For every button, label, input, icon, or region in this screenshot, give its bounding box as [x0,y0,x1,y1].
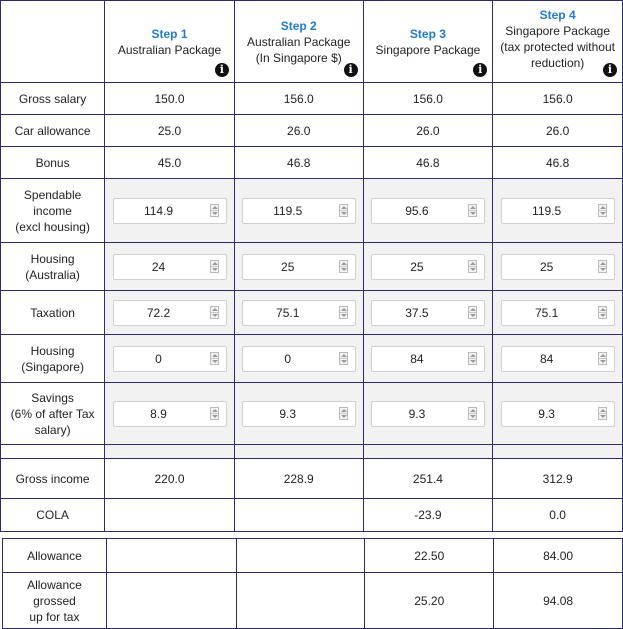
value-cell: 25.0 [105,115,235,147]
value-cell [106,573,236,629]
label-line: Housing [30,343,75,358]
spinner-arrows-icon[interactable] [468,352,477,365]
input-cell [493,243,623,291]
row-spendable-income [1,179,623,243]
spinner-arrows-icon[interactable] [598,260,607,273]
label-line: Savings [31,390,74,405]
label-line: Allowance [27,577,82,592]
row-car-allowance [1,115,623,147]
spinner-arrows-icon[interactable] [210,306,219,319]
allowance-table [2,538,623,629]
spacer-cell [493,445,623,459]
value-cell: 312.9 [493,459,623,499]
spinner-arrows-icon[interactable] [598,352,607,365]
info-icon[interactable]: i [215,63,229,77]
label-line: income [33,203,72,218]
input-cell [363,383,493,445]
value-cell: 220.0 [105,459,235,499]
savings-stepper[interactable] [242,401,356,427]
input-cell [493,383,623,445]
spacer-row [1,445,623,459]
header-step-3 [363,1,493,83]
label-line: (Australia) [25,267,80,282]
stepper-value[interactable]: 114.9 [143,203,174,218]
stepper-value[interactable]: 24 [151,259,166,274]
label-line: up for tax [29,609,80,624]
taxation-stepper[interactable] [242,300,356,326]
housing-singapore-stepper[interactable] [371,346,485,372]
spacer-cell [105,445,235,459]
spinner-arrows-icon[interactable] [468,204,477,217]
row-label [1,243,105,291]
spacer-cell [363,445,493,459]
info-icon[interactable]: i [344,63,358,77]
spinner-arrows-icon[interactable] [468,306,477,319]
spinner-arrows-icon[interactable] [598,407,607,420]
value-cell: 26.0 [493,115,623,147]
taxation-stepper[interactable] [113,300,227,326]
stepper-value[interactable]: 119.5 [532,203,562,218]
spinner-arrows-icon[interactable] [339,306,348,319]
header-step-1 [105,1,235,83]
header-step-2 [234,1,363,83]
savings-stepper[interactable] [371,401,485,427]
stepper-value[interactable]: 95.6 [405,203,429,218]
input-cell [105,383,235,445]
housing-singapore-stepper[interactable] [242,346,356,372]
value-cell: 22.50 [365,539,494,573]
step-number: Step 1 [151,26,188,41]
input-cell [234,383,363,445]
label-line: (excl housing) [15,219,90,234]
spinner-arrows-icon[interactable] [339,260,348,273]
stepper-value[interactable]: 119.5 [273,203,303,218]
value-cell: 0.0 [493,499,623,532]
value-cell: 46.8 [234,147,363,179]
stepper-value[interactable]: 9.3 [408,406,426,421]
value-cell [105,499,235,532]
step-subtitle: (In Singapore $) [255,50,342,65]
housing-australia-stepper[interactable] [501,254,615,280]
value-cell: 228.9 [234,459,363,499]
step-title: Singapore Package [375,42,481,57]
row-label: Gross income [1,459,105,499]
step-title: Australian Package [117,42,222,57]
input-cell [493,179,623,243]
value-cell [236,539,365,573]
info-icon[interactable]: i [603,63,617,77]
input-cell [234,291,363,335]
row-housing-australia [1,243,623,291]
stepper-value[interactable]: 0 [284,351,292,366]
label-line: grossed [33,593,76,608]
value-cell: 156.0 [363,83,493,115]
row-label: Allowance [3,539,107,573]
input-cell [234,179,363,243]
input-cell [105,179,235,243]
label-line: Housing [30,251,75,266]
spinner-arrows-icon[interactable] [339,352,348,365]
stepper-value[interactable]: 75.1 [276,305,300,320]
value-cell: 46.8 [363,147,493,179]
spinner-arrows-icon[interactable] [210,407,219,420]
value-cell: 26.0 [234,115,363,147]
spinner-arrows-icon[interactable] [210,260,219,273]
spendable-income-stepper[interactable] [113,198,227,224]
input-cell [363,243,493,291]
spinner-arrows-icon[interactable] [210,204,219,217]
row-label [3,573,107,629]
value-cell: 26.0 [363,115,493,147]
input-cell [234,243,363,291]
stepper-value[interactable]: 72.2 [146,305,171,320]
housing-singapore-stepper[interactable] [113,346,227,372]
stepper-value[interactable]: 75.1 [534,305,559,320]
savings-stepper[interactable] [113,401,227,427]
housing-singapore-stepper[interactable] [501,346,615,372]
step-number: Step 4 [539,7,576,22]
spendable-income-stepper[interactable] [371,198,485,224]
row-gross-salary [1,83,623,115]
input-cell [493,335,623,383]
stepper-value[interactable]: 25 [539,259,554,274]
row-cola [1,499,623,532]
step-number: Step 2 [280,18,317,33]
housing-australia-stepper[interactable] [242,254,356,280]
value-cell: 150.0 [105,83,235,115]
housing-australia-stepper[interactable] [371,254,485,280]
input-cell [363,179,493,243]
header-step-4 [493,1,623,83]
row-label [1,335,105,383]
spinner-arrows-icon[interactable] [210,352,219,365]
value-cell: -23.9 [363,499,493,532]
step-number: Step 3 [409,26,446,41]
label-line: Spendable [23,187,82,202]
stepper-value[interactable]: 25 [410,259,424,274]
row-label [1,179,105,243]
spinner-arrows-icon[interactable] [339,407,348,420]
row-gross-income [1,459,623,499]
input-cell [363,335,493,383]
row-label: Gross salary [1,83,105,115]
taxation-stepper[interactable] [371,300,485,326]
spacer-cell [1,445,105,459]
label-line: (Singapore) [21,359,84,374]
input-cell [363,291,493,335]
spinner-arrows-icon[interactable] [598,306,607,319]
spinner-arrows-icon[interactable] [339,204,348,217]
row-allowance-grossed [3,573,623,629]
spacer-cell [234,445,363,459]
label-line: (6% of after Tax [10,406,95,421]
row-label [1,383,105,445]
value-cell [106,539,236,573]
spinner-arrows-icon[interactable] [468,407,477,420]
step-subtitle: (tax protected without reduction) [500,39,615,70]
spinner-arrows-icon[interactable] [598,204,607,217]
value-cell: 25.20 [365,573,494,629]
value-cell: 156.0 [234,83,363,115]
value-cell: 156.0 [493,83,623,115]
spendable-income-stepper[interactable] [242,198,356,224]
value-cell [236,573,365,629]
value-cell: 84.00 [494,539,623,573]
row-savings [1,383,623,445]
row-allowance [3,539,623,573]
spendable-income-stepper[interactable] [501,198,615,224]
step-title: Singapore Package [505,23,610,38]
stepper-value[interactable]: 9.3 [279,406,297,421]
row-label: COLA [1,499,105,532]
stepper-value[interactable]: 9.3 [538,406,555,421]
stepper-value[interactable]: 84 [539,351,554,366]
stepper-value[interactable]: 0 [155,351,162,366]
value-cell: 46.8 [493,147,623,179]
housing-australia-stepper[interactable] [113,254,227,280]
row-housing-singapore [1,335,623,383]
input-cell [105,335,235,383]
stepper-value[interactable]: 25 [281,259,295,274]
stepper-value[interactable]: 8.9 [150,406,167,421]
row-bonus [1,147,623,179]
step-title: Australian Package [247,34,351,49]
stepper-value[interactable]: 84 [410,351,424,366]
header-row [1,1,623,83]
row-label: Bonus [1,147,105,179]
spinner-arrows-icon[interactable] [468,260,477,273]
header-corner [1,1,105,83]
row-taxation [1,291,623,335]
savings-stepper[interactable] [501,401,615,427]
info-icon[interactable]: i [473,63,487,77]
row-label: Car allowance [1,115,105,147]
input-cell [234,335,363,383]
value-cell: 45.0 [105,147,235,179]
value-cell: 94.08 [494,573,623,629]
value-cell: 251.4 [363,459,493,499]
input-cell [493,291,623,335]
row-label: Taxation [1,291,105,335]
taxation-stepper[interactable] [501,300,615,326]
stepper-value[interactable]: 37.5 [405,305,429,320]
input-cell [105,243,235,291]
input-cell [105,291,235,335]
label-line: salary) [34,422,71,437]
value-cell [234,499,363,532]
